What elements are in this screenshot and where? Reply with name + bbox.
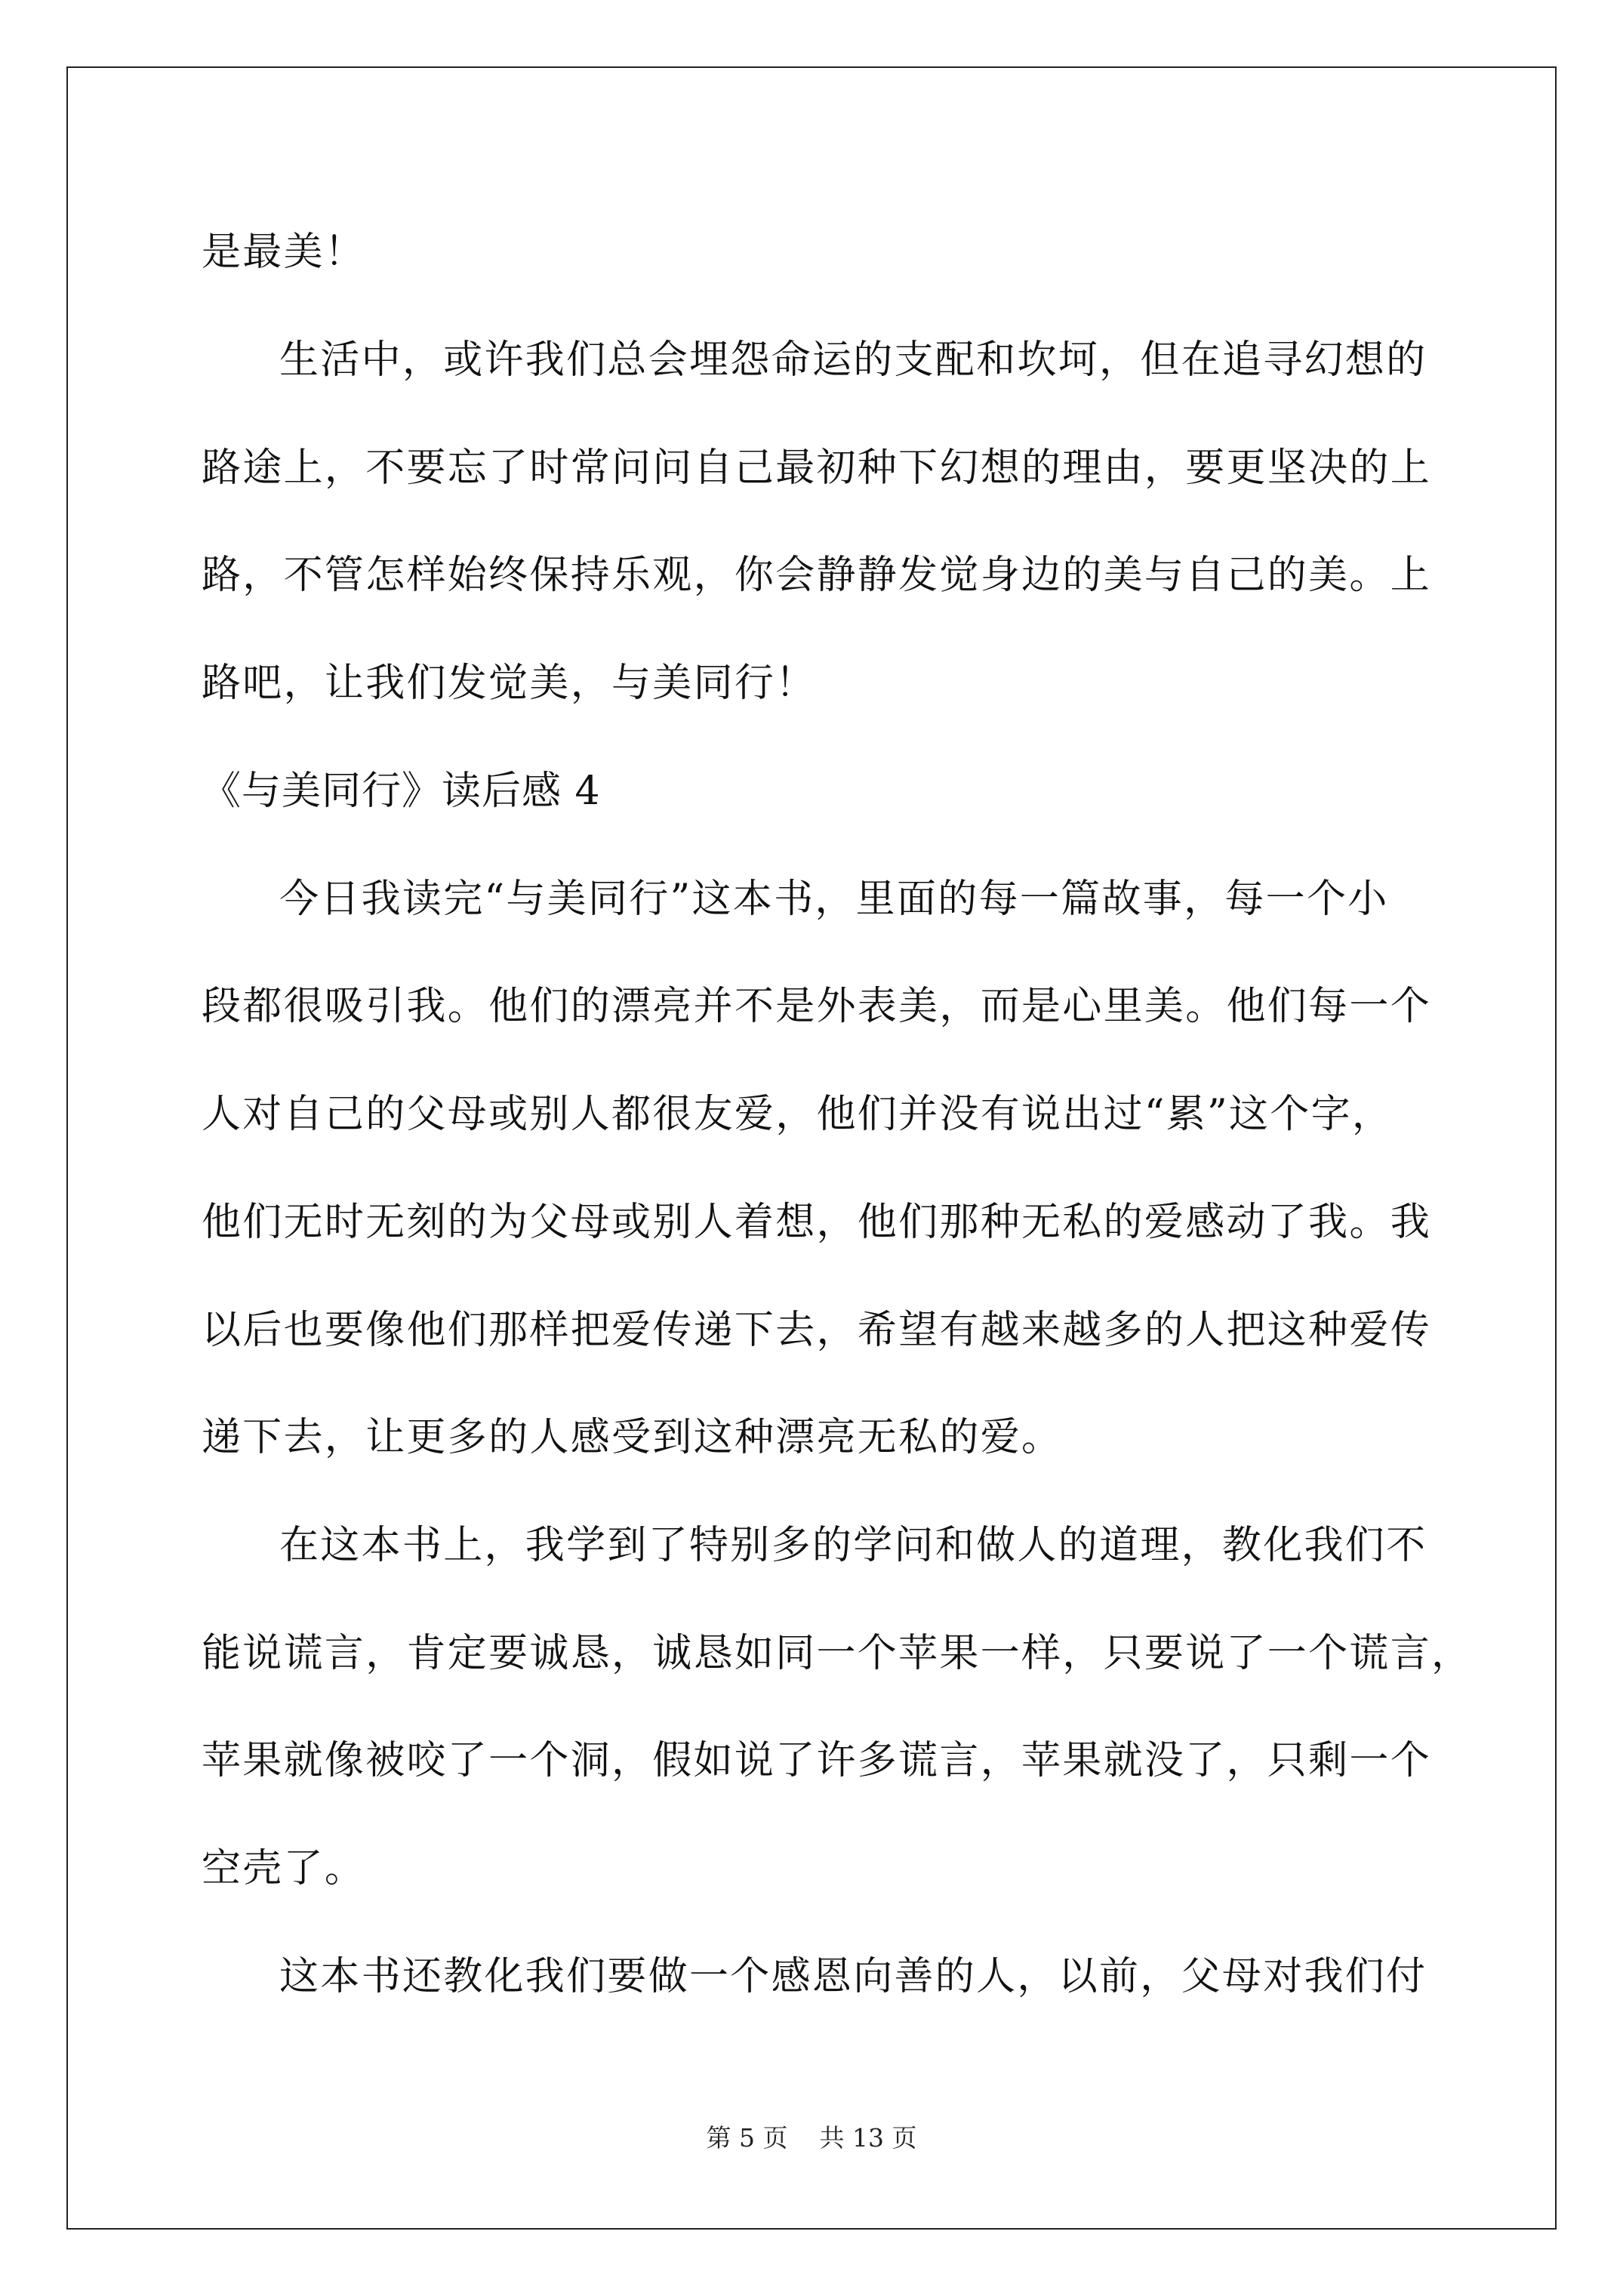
paragraph-line: 生活中，或许我们总会埋怨命运的支配和坎坷，但在追寻幻想的 (279, 337, 1427, 383)
paragraph-line: 递下去，让更多的人感受到这种漂亮无私的爱。 (202, 1415, 1063, 1460)
paragraph-line: 是最美！ (202, 230, 366, 275)
paragraph-line: 这本书还教化我们要做一个感恩向善的人，以前，父母对我们付 (279, 1954, 1427, 1999)
paragraph-line: 路途上，不要忘了时常问问自己最初种下幻想的理由，要更坚决的上 (202, 445, 1432, 491)
section-heading: 《与美同行》读后感 4 (202, 769, 601, 814)
paragraph-line: 他们无时无刻的为父母或别人着想，他们那种无私的爱感动了我。我 (202, 1200, 1432, 1245)
paragraph-line: 在这本书上，我学到了特别多的学问和做人的道理，教化我们不 (279, 1523, 1427, 1568)
paragraph-line: 路，不管怎样始终保持乐观，你会静静发觉身边的美与自己的美。上 (202, 553, 1432, 598)
paragraph-line: 路吧，让我们发觉美，与美同行！ (202, 661, 817, 706)
paragraph-line: 今日我读完“与美同行”这本书，里面的每一篇故事，每一个小 (279, 877, 1389, 922)
paragraph-line: 段都很吸引我。他们的漂亮并不是外表美，而是心里美。他们每一个 (202, 984, 1432, 1029)
paragraph-line: 苹果就像被咬了一个洞，假如说了许多谎言，苹果就没了，只剩一个 (202, 1738, 1432, 1783)
paragraph-line: 人对自己的父母或别人都很友爱，他们并没有说出过“累”这个字， (202, 1092, 1394, 1137)
paragraph-line: 以后也要像他们那样把爱传递下去，希望有越来越多的人把这种爱传 (202, 1308, 1432, 1353)
page-border (66, 66, 1557, 2230)
paragraph-line: 空壳了。 (202, 1846, 366, 1891)
paragraph-line: 能说谎言，肯定要诚恳，诚恳如同一个苹果一样，只要说了一个谎言， (202, 1631, 1473, 1676)
page-number-footer: 第 5 页 共 13 页 (706, 2123, 917, 2153)
